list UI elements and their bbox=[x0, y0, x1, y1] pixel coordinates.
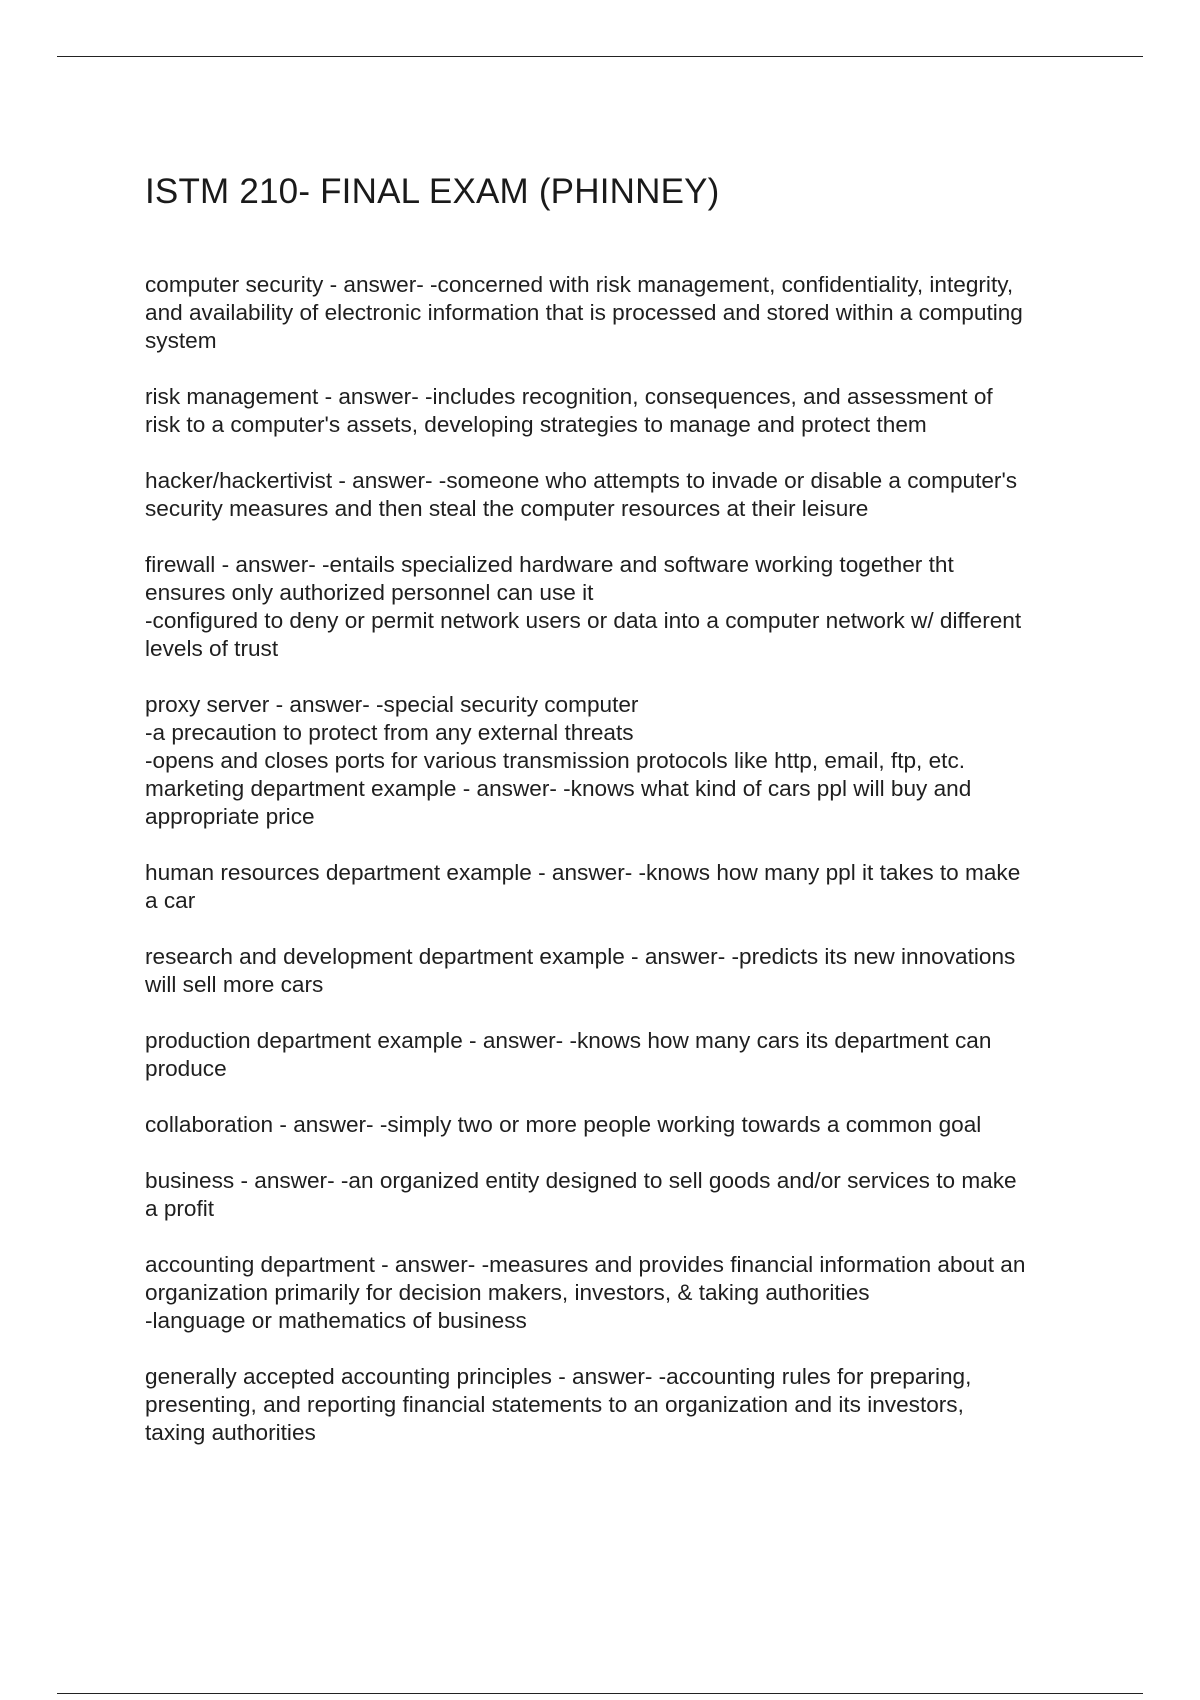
entry-line: risk to a computer's assets, developing strategies to manage and protect them bbox=[145, 412, 927, 437]
entry-line: a profit bbox=[145, 1196, 215, 1221]
entry-line: produce bbox=[145, 1056, 227, 1081]
entry-line: system bbox=[145, 328, 217, 353]
entry-line: accounting department - answer- -measures and provides financial information about an bbox=[145, 1252, 1026, 1277]
term-business bbox=[145, 1167, 1090, 1223]
entry-line: organization primarily for decision makers, investors, & taking authorities bbox=[145, 1280, 870, 1305]
entry-line: presenting, and reporting financial statements to an organization and its investors, bbox=[145, 1392, 964, 1417]
entry-line: appropriate price bbox=[145, 804, 315, 829]
term-accounting-department bbox=[145, 1251, 1090, 1335]
entry-line: ensures only authorized personnel can use it bbox=[145, 580, 594, 605]
term-firewall bbox=[145, 551, 1090, 663]
entry-line: firewall - answer- -entails specialized hardware and software working together tht bbox=[145, 552, 954, 577]
entry-line: proxy server - answer- -special security computer bbox=[145, 692, 639, 717]
entry-line: a car bbox=[145, 888, 196, 913]
term-computer-security bbox=[145, 271, 1090, 355]
entry-line: -opens and closes ports for various transmission protocols like http, email, ftp, etc. bbox=[145, 748, 966, 773]
entry-line: production department example - answer- -knows how many cars its department can bbox=[145, 1028, 992, 1053]
page-bottom-rule bbox=[57, 1693, 1143, 1694]
term-hacker bbox=[145, 467, 1090, 523]
term-gaap bbox=[145, 1363, 1090, 1447]
entry-line: human resources department example - answer- -knows how many ppl it takes to make bbox=[145, 860, 1021, 885]
entry-line: security measures and then steal the computer resources at their leisure bbox=[145, 496, 869, 521]
term-collaboration bbox=[145, 1111, 1090, 1139]
term-risk-management bbox=[145, 383, 1090, 439]
entry-line: taxing authorities bbox=[145, 1420, 316, 1445]
entry-line: and availability of electronic information that is processed and stored within a computing bbox=[145, 300, 1023, 325]
term-marketing-department bbox=[145, 775, 1090, 831]
entry-line: business - answer- -an organized entity designed to sell goods and/or services to make bbox=[145, 1168, 1017, 1193]
page-top-rule bbox=[57, 56, 1143, 57]
entry-line: will sell more cars bbox=[145, 972, 324, 997]
entry-line: computer security - answer- -concerned with risk management, confidentiality, integrity, bbox=[145, 272, 1014, 297]
entry-line: -configured to deny or permit network users or data into a computer network w/ different bbox=[145, 608, 1022, 633]
entry-line: research and development department example - answer- -predicts its new innovations bbox=[145, 944, 1016, 969]
entry-line: levels of trust bbox=[145, 636, 279, 661]
entry-line: risk management - answer- -includes recognition, consequences, and assessment of bbox=[145, 384, 993, 409]
entry-line: -language or mathematics of business bbox=[145, 1308, 527, 1333]
term-research-development bbox=[145, 943, 1090, 999]
term-human-resources bbox=[145, 859, 1090, 915]
entry-line: collaboration - answer- -simply two or more people working towards a common goal bbox=[145, 1112, 982, 1137]
entry-line: marketing department example - answer- -knows what kind of cars ppl will buy and bbox=[145, 776, 972, 801]
entry-line: hacker/hackertivist - answer- -someone who attempts to invade or disable a computer's bbox=[145, 468, 1018, 493]
term-production-department bbox=[145, 1027, 1090, 1083]
document-title: ISTM 210- FINAL EXAM (PHINNEY) bbox=[145, 172, 720, 211]
entry-line: generally accepted accounting principles - answer- -accounting rules for preparing, bbox=[145, 1364, 972, 1389]
term-proxy-server bbox=[145, 691, 1090, 775]
flashcard-list bbox=[145, 271, 1090, 1475]
entry-line: -a precaution to protect from any external threats bbox=[145, 720, 634, 745]
